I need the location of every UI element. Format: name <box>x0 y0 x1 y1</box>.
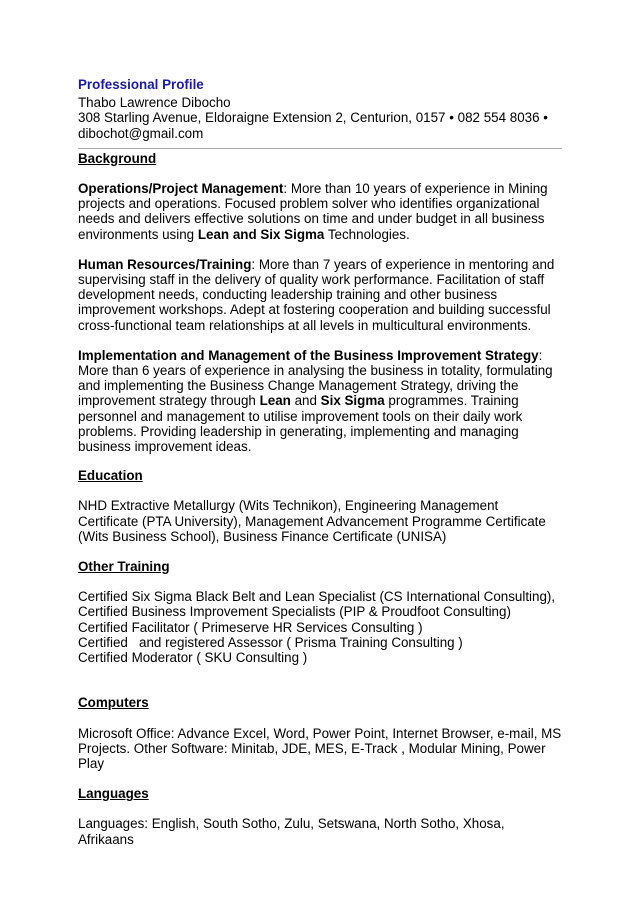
bold-lean-six-sigma: Lean and Six Sigma <box>197 226 325 242</box>
label-operations-management: Operations/Project Management <box>78 181 284 197</box>
section-heading-languages: Languages <box>78 786 149 802</box>
label-implementation-strategy: Implementation and Management of the Business Improvement Strategy <box>78 347 539 363</box>
paragraph-languages: Languages: English, South Sotho, Zulu, Setswana, North Sotho, Xhosa, Afrikaans <box>78 816 505 847</box>
profile-address-line: 308 Starling Avenue, Eldoraigne Extension 2, Centurion, 0157 • 082 554 8036 • <box>78 110 548 126</box>
training-line: Certified Business Improvement Specialists (PIP & Proudfoot Consulting) <box>78 604 511 620</box>
section-heading-background: Background <box>78 150 157 166</box>
profile-title: Professional Profile <box>78 77 204 92</box>
bold-six-sigma: Six Sigma <box>320 393 385 409</box>
section-heading-education: Education <box>78 468 143 484</box>
horizontal-divider <box>78 148 562 149</box>
training-line: Certified Facilitator ( Primeserve HR Services Consulting ) <box>78 619 423 635</box>
other-training-list <box>78 589 562 665</box>
bold-lean: Lean <box>259 393 291 409</box>
profile-name: Thabo Lawrence Dibocho <box>78 95 231 111</box>
section-heading-other-training: Other Training <box>78 559 170 575</box>
text-operations-management: : More than 10 years of experience in Mining projects and operations. Focused problem solver who identifies organizational needs and delivers effective solutions on time and under budget in all business environments using <box>78 181 548 242</box>
profile-email: dibochot@gmail.com <box>78 125 204 141</box>
paragraph-implementation-strategy <box>78 348 562 454</box>
section-heading-computers: Computers <box>78 695 149 711</box>
contact-block <box>78 95 562 141</box>
training-line: Certified and registered Assessor ( Prisma Training Consulting ) <box>78 634 463 650</box>
resume-page <box>78 77 562 847</box>
paragraph-computers: Microsoft Office: Advance Excel, Word, Power Point, Internet Browser, e-mail, MS Projects. Other Software: Minitab, JDE, MES, E-Track , Modular Mining, Power Play <box>78 725 562 771</box>
text-human-resources: : More than 7 years of experience in mentoring and supervising staff in the delivery of quality work performance. Facilitation of staff development needs, conducting leadership training and other business improvement workshops. Adept at fostering cooperation and building successful cross-functional team relationships at all levels in multicultural environments. <box>78 256 555 333</box>
text-implementation-3: programmes. Training personnel and management to utilise improvement tools on their daily work problems. Providing leadership in generating, implementing and managing business improvement ideas. <box>78 393 523 455</box>
label-human-resources: Human Resources/Training <box>78 256 252 272</box>
paragraph-operations-management <box>78 181 562 242</box>
paragraph-human-resources <box>78 257 562 333</box>
text-operations-tail: Technologies. <box>324 226 410 242</box>
paragraph-education: NHD Extractive Metallurgy (Wits Technikon), Engineering Management Certificate (PTA University), Management Advancement Programme Certificate (Wits Business School), Business Finance Certificate (UNISA) <box>78 498 546 544</box>
text-implementation-2: and <box>290 393 321 409</box>
training-line: Certified Six Sigma Black Belt and Lean Specialist (CS International Consulting), <box>78 589 556 605</box>
text-implementation-1: : More than 6 years of experience in analysing the business in totality, formulating and implementing the Business Change Management Strategy, driving the improvement strategy through <box>78 347 553 409</box>
training-line: Certified Moderator ( SKU Consulting ) <box>78 650 308 666</box>
